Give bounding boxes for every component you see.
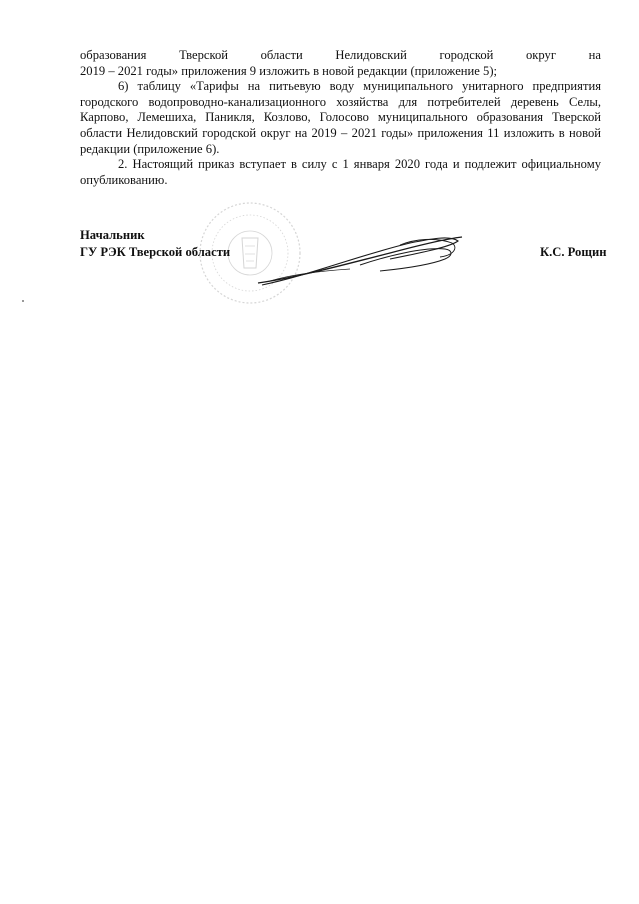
document-body [80,48,601,188]
signatory-title [80,227,230,261]
paragraph-item-2: 2. Настоящий приказ вступает в силу с 1 января 2020 года и подлежит официальному опубликованию. [80,157,601,187]
scan-speck [22,300,24,302]
paragraph-continuation-line1: образования Тверской области Нелидовский городской округ на [80,48,601,62]
signatory-organization: ГУ РЭК Тверской области [80,245,231,259]
paragraph-continuation-line2: 2019 – 2021 годы» приложения 9 изложить в новой редакции (приложение 5); [80,63,498,78]
signatory-position: Начальник [80,228,145,242]
paragraph-item-6: 6) таблицу «Тарифы на питьевую воду муниципального унитарного предприятия городского водопроводно-канализационного хозяйства для потребителей деревень Селы, Карпово, Лемешиха, Паникля, Козлово, Голосово муниципального образования Тверской области Нелидовский городской округ на 2019 – 2021 годы» приложения 11 изложить в новой редакции (приложение 6). [80,79,601,156]
handwritten-signature-icon [240,225,470,295]
signatory-name: К.С. Рощин [540,245,607,259]
